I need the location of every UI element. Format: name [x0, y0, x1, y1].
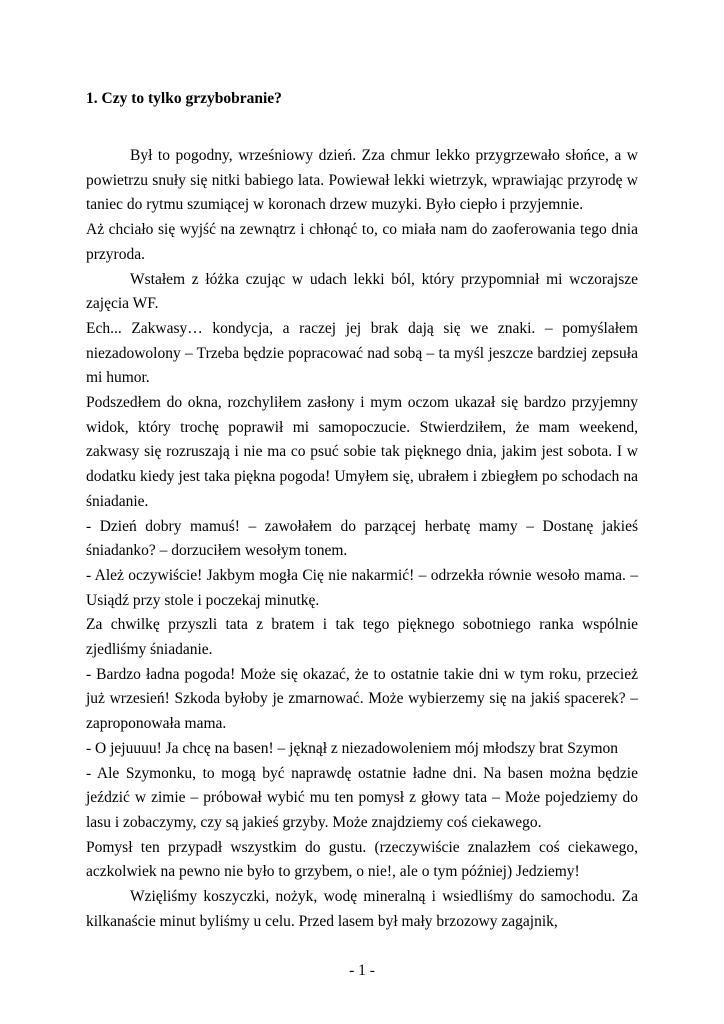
paragraph: Za chwilkę przyszli tata z bratem i tak tego pięknego sobotniego ranka wspólnie zjedliśmy śniadanie.	[86, 616, 638, 659]
page-number: - 1 -	[349, 962, 375, 979]
paragraph: Aż chciało się wyjść na zewnątrz i chłonąć to, co miała nam do zaoferowania tego dnia przyroda.	[86, 221, 638, 263]
paragraph: - Ależ oczywiście! Jakbym mogła Cię nie nakarmić! – odrzekła równie wesoło mama. – Usiądź przy stole i poczekaj minutkę.	[86, 566, 638, 609]
paragraph: Pomysł ten przypadł wszystkim do gustu. (rzeczywiście znalazłem coś ciekawego, aczkolwiek na pewno nie było to grzybem, o nie!, ale o tym później) Jedziemy!	[86, 838, 638, 881]
paragraph: Podszedłem do okna, rozchyliłem zasłony i mym oczom ukazał się bardzo przyjemny widok, który trochę poprawił mi samopoczucie. Stwierdziłem, że mam weekend, zakwasy się rozruszają i nie ma co psuć sobie tak pięknego dnia, jakim jest sobota. I w dodatku kiedy jest taka piękna pogoda! Umyłem się, ubrałem i zbiegłem po schodach na śniadanie.	[86, 394, 638, 510]
paragraph: Wstałem z łóżka czując w udach lekki ból, który przypomniał mi wczorajsze zajęcia WF.	[86, 270, 638, 313]
paragraph: Wzięliśmy koszyczki, nożyk, wodę mineralną i wsiedliśmy do samochodu. Za kilkanaście minut byliśmy u celu. Przed lasem był mały brzozowy zagajnik,	[86, 888, 638, 930]
paragraph: - Dzień dobry mamuś! – zawołałem do parzącej herbatę mamy – Dostanę jakieś śniadanko? – dorzuciłem wesołym tonem.	[86, 517, 638, 560]
body-text	[86, 144, 638, 935]
paragraph: Był to pogodny, wrześniowy dzień. Zza chmur lekko przygrzewało słońce, a w powietrzu snuły się nitki babiego lata. Powiewał lekki wietrzyk, wprawiając przyrodę w taniec do rytmu szumiącej w koronach drzew muzyki. Było ciepło i przyjemnie.	[86, 147, 638, 214]
paragraph: - Ale Szymonku, to mogą być naprawdę ostatnie ładne dni. Na basen można będzie jeździć w zimie – próbował wybić mu ten pomysł z głowy tata – Może pojedziemy do lasu i zobaczymy, czy są jakieś grzyby. Może znajdziemy coś ciekawego.	[86, 764, 638, 831]
paragraph: - Bardzo ładna pogoda! Może się okazać, że to ostatnie takie dni w tym roku, przecież już wrzesień! Szkoda byłoby je zmarnować. Może wybierzemy się na jakiś spacerek? – zaproponowała mama.	[86, 665, 638, 733]
paragraph: - O jejuuuu! Ja chcę na basen! – jęknął z niezadowoleniem mój młodszy brat Szymon	[86, 739, 619, 757]
chapter-title: 1. Czy to tylko grzybobranie?	[86, 90, 282, 107]
paragraph: Ech... Zakwasy… kondycja, a raczej jej brak dają się we znaki. – pomyślałem niezadowolony – Trzeba będzie popracować nad sobą – ta myśl jeszcze bardziej zepsuła mi humor.	[86, 319, 638, 387]
